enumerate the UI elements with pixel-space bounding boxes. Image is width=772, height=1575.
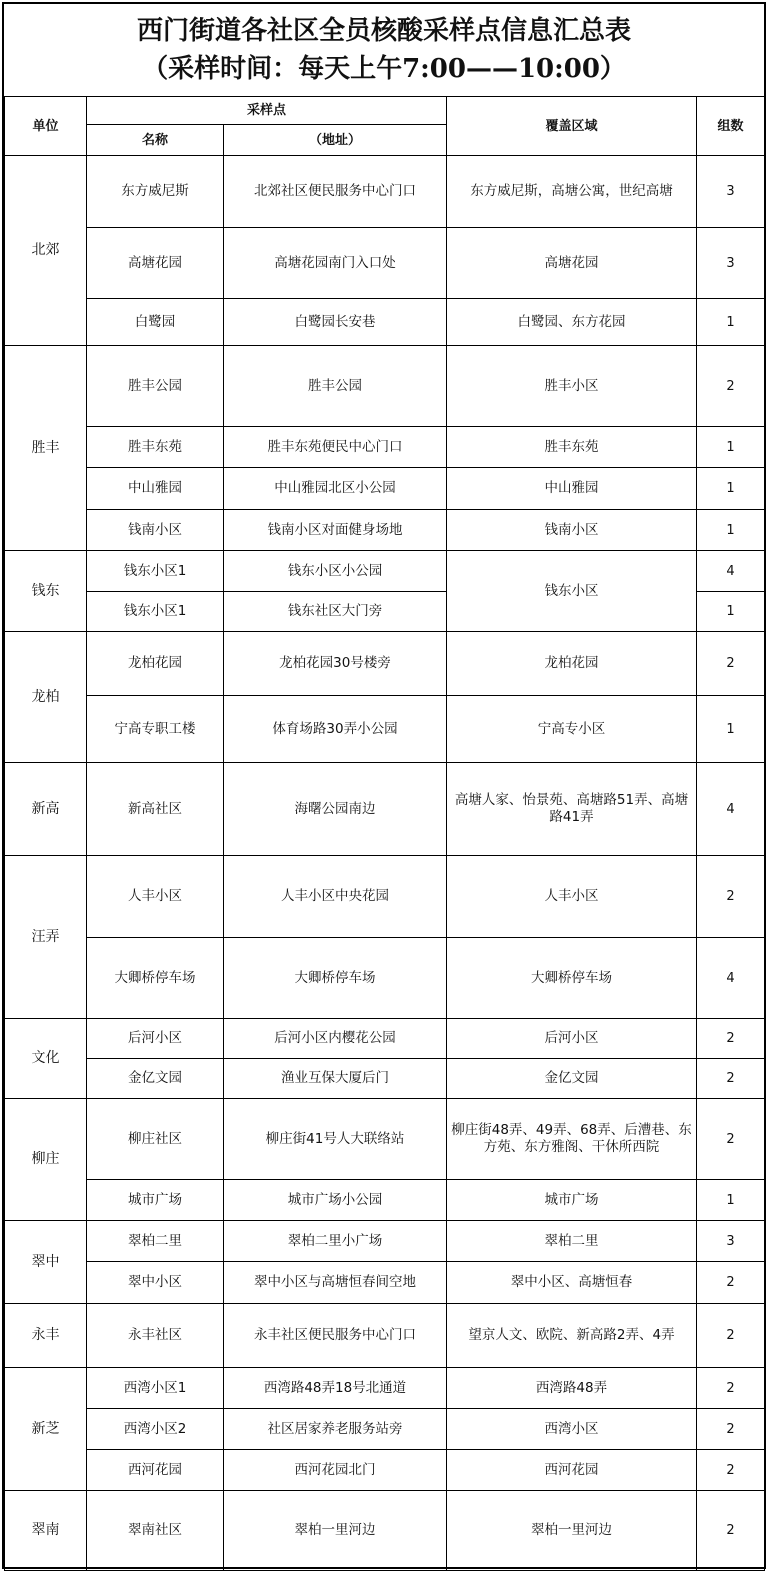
cell-groups: 2 [697, 1450, 765, 1491]
header-address: （地址） [224, 125, 447, 156]
document-sheet [2, 2, 766, 1569]
cell-name: 西河花园 [87, 1450, 224, 1491]
cell-unit: 翠南 [5, 1491, 87, 1571]
cell-coverage: 胜丰东苑 [447, 427, 697, 468]
cell-name: 西湾小区1 [87, 1368, 224, 1409]
cell-groups: 1 [697, 1180, 765, 1221]
header-coverage: 覆盖区域 [447, 97, 697, 156]
cell-groups: 1 [697, 427, 765, 468]
cell-groups: 2 [697, 632, 765, 696]
cell-coverage: 柳庄街48弄、49弄、68弄、后漕巷、东方苑、东方雅阁、干休所西院 [447, 1099, 697, 1180]
cell-unit: 永丰 [5, 1304, 87, 1368]
cell-address: 海曙公园南边 [224, 763, 447, 856]
cell-unit: 胜丰 [5, 346, 87, 551]
cell-coverage: 望京人文、欧院、新高路2弄、4弄 [447, 1304, 697, 1368]
table-row [5, 696, 765, 763]
cell-coverage: 钱南小区 [447, 510, 697, 551]
cell-unit: 新芝 [5, 1368, 87, 1491]
cell-coverage: 西湾路48弄 [447, 1368, 697, 1409]
cell-coverage: 金亿文园 [447, 1059, 697, 1099]
title-line-1: 西门街道各社区全员核酸采样点信息汇总表 [136, 16, 631, 46]
cell-address: 胜丰公园 [224, 346, 447, 427]
cell-address: 钱东社区大门旁 [224, 592, 447, 632]
cell-groups: 4 [697, 551, 765, 592]
cell-unit: 钱东 [5, 551, 87, 632]
sampling-points-table [4, 96, 765, 1571]
cell-address: 渔业互保大厦后门 [224, 1059, 447, 1099]
cell-name: 西湾小区2 [87, 1409, 224, 1450]
cell-groups: 4 [697, 763, 765, 856]
cell-coverage: 宁高专小区 [447, 696, 697, 763]
cell-coverage: 东方威尼斯，高塘公寓，世纪高塘 [447, 156, 697, 228]
cell-unit: 汪弄 [5, 856, 87, 1019]
cell-address: 北郊社区便民服务中心门口 [224, 156, 447, 228]
table-row [5, 1450, 765, 1491]
header-sampling-point: 采样点 [87, 97, 447, 125]
cell-address: 体育场路30弄小公园 [224, 696, 447, 763]
cell-coverage: 人丰小区 [447, 856, 697, 938]
cell-groups: 2 [697, 346, 765, 427]
cell-groups: 2 [697, 1099, 765, 1180]
cell-groups: 2 [697, 1019, 765, 1059]
cell-groups: 4 [697, 938, 765, 1019]
cell-address: 钱东小区小公园 [224, 551, 447, 592]
table-row [5, 1099, 765, 1180]
cell-address: 大卿桥停车场 [224, 938, 447, 1019]
cell-address: 城市广场小公园 [224, 1180, 447, 1221]
table-row [5, 1491, 765, 1571]
cell-groups: 3 [697, 1221, 765, 1262]
cell-name: 后河小区 [87, 1019, 224, 1059]
cell-name: 大卿桥停车场 [87, 938, 224, 1019]
cell-unit: 龙柏 [5, 632, 87, 763]
table-row [5, 1304, 765, 1368]
cell-name: 胜丰公园 [87, 346, 224, 427]
table-row [5, 1221, 765, 1262]
cell-address: 中山雅园北区小公园 [224, 468, 447, 510]
cell-name: 高塘花园 [87, 228, 224, 299]
cell-coverage: 翠柏二里 [447, 1221, 697, 1262]
cell-name: 翠中小区 [87, 1262, 224, 1304]
cell-address: 胜丰东苑便民中心门口 [224, 427, 447, 468]
cell-groups: 3 [697, 156, 765, 228]
cell-name: 金亿文园 [87, 1059, 224, 1099]
cell-address: 西河花园北门 [224, 1450, 447, 1491]
header-groups: 组数 [697, 97, 765, 156]
cell-address: 西湾路48弄18号北通道 [224, 1368, 447, 1409]
cell-address: 人丰小区中央花园 [224, 856, 447, 938]
table-row [5, 1409, 765, 1450]
cell-coverage: 西湾小区 [447, 1409, 697, 1450]
cell-coverage: 白鹭园、东方花园 [447, 299, 697, 346]
header-name: 名称 [87, 125, 224, 156]
cell-address: 钱南小区对面健身场地 [224, 510, 447, 551]
cell-coverage: 高塘人家、怡景苑、高塘路51弄、高塘路41弄 [447, 763, 697, 856]
cell-unit: 翠中 [5, 1221, 87, 1304]
cell-groups: 1 [697, 468, 765, 510]
cell-coverage: 钱东小区 [447, 551, 697, 632]
table-row [5, 856, 765, 938]
table-row [5, 551, 765, 592]
cell-coverage: 中山雅园 [447, 468, 697, 510]
cell-name: 胜丰东苑 [87, 427, 224, 468]
table-row [5, 427, 765, 468]
cell-unit: 新高 [5, 763, 87, 856]
table-row [5, 1368, 765, 1409]
cell-coverage: 胜丰小区 [447, 346, 697, 427]
cell-groups: 1 [697, 299, 765, 346]
cell-groups: 2 [697, 1491, 765, 1571]
table-row [5, 1180, 765, 1221]
cell-address: 翠中小区与高塘恒春间空地 [224, 1262, 447, 1304]
cell-coverage: 龙柏花园 [447, 632, 697, 696]
cell-name: 白鹭园 [87, 299, 224, 346]
table-row [5, 156, 765, 228]
cell-groups: 2 [697, 1059, 765, 1099]
cell-name: 翠柏二里 [87, 1221, 224, 1262]
cell-groups: 2 [697, 856, 765, 938]
table-row [5, 510, 765, 551]
cell-address: 龙柏花园30号楼旁 [224, 632, 447, 696]
cell-name: 龙柏花园 [87, 632, 224, 696]
table-row [5, 1019, 765, 1059]
cell-groups: 3 [697, 228, 765, 299]
cell-groups: 2 [697, 1304, 765, 1368]
cell-name: 东方威尼斯 [87, 156, 224, 228]
cell-name: 翠南社区 [87, 1491, 224, 1571]
cell-groups: 1 [697, 696, 765, 763]
cell-name: 宁高专职工楼 [87, 696, 224, 763]
table-row [5, 1059, 765, 1099]
table-row [5, 763, 765, 856]
table-row [5, 938, 765, 1019]
cell-address: 白鹭园长安巷 [224, 299, 447, 346]
page-title [4, 4, 764, 96]
table-row [5, 228, 765, 299]
cell-groups: 2 [697, 1368, 765, 1409]
table-body [5, 156, 765, 1571]
cell-address: 后河小区内樱花公园 [224, 1019, 447, 1059]
cell-name: 柳庄社区 [87, 1099, 224, 1180]
table-row [5, 346, 765, 427]
table-row [5, 1262, 765, 1304]
cell-coverage: 后河小区 [447, 1019, 697, 1059]
table-row [5, 632, 765, 696]
table-row [5, 299, 765, 346]
cell-name: 城市广场 [87, 1180, 224, 1221]
cell-coverage: 翠柏一里河边 [447, 1491, 697, 1571]
cell-unit: 文化 [5, 1019, 87, 1099]
cell-name: 中山雅园 [87, 468, 224, 510]
cell-groups: 1 [697, 510, 765, 551]
cell-name: 新高社区 [87, 763, 224, 856]
cell-groups: 2 [697, 1409, 765, 1450]
cell-coverage: 高塘花园 [447, 228, 697, 299]
cell-groups: 1 [697, 592, 765, 632]
title-line-2: （采样时间：每天上午7:00——10:00） [142, 54, 626, 84]
cell-address: 翠柏二里小广场 [224, 1221, 447, 1262]
cell-name: 永丰社区 [87, 1304, 224, 1368]
cell-groups: 2 [697, 1262, 765, 1304]
header-unit: 单位 [5, 97, 87, 156]
cell-address: 柳庄街41号人大联络站 [224, 1099, 447, 1180]
cell-coverage: 城市广场 [447, 1180, 697, 1221]
cell-name: 钱东小区1 [87, 592, 224, 632]
cell-address: 社区居家养老服务站旁 [224, 1409, 447, 1450]
cell-coverage: 翠中小区、高塘恒春 [447, 1262, 697, 1304]
cell-name: 人丰小区 [87, 856, 224, 938]
cell-unit: 北郊 [5, 156, 87, 346]
cell-address: 翠柏一里河边 [224, 1491, 447, 1571]
table-row [5, 468, 765, 510]
cell-address: 永丰社区便民服务中心门口 [224, 1304, 447, 1368]
cell-coverage: 西河花园 [447, 1450, 697, 1491]
cell-address: 高塘花园南门入口处 [224, 228, 447, 299]
cell-name: 钱南小区 [87, 510, 224, 551]
cell-unit: 柳庄 [5, 1099, 87, 1221]
cell-coverage: 大卿桥停车场 [447, 938, 697, 1019]
cell-name: 钱东小区1 [87, 551, 224, 592]
